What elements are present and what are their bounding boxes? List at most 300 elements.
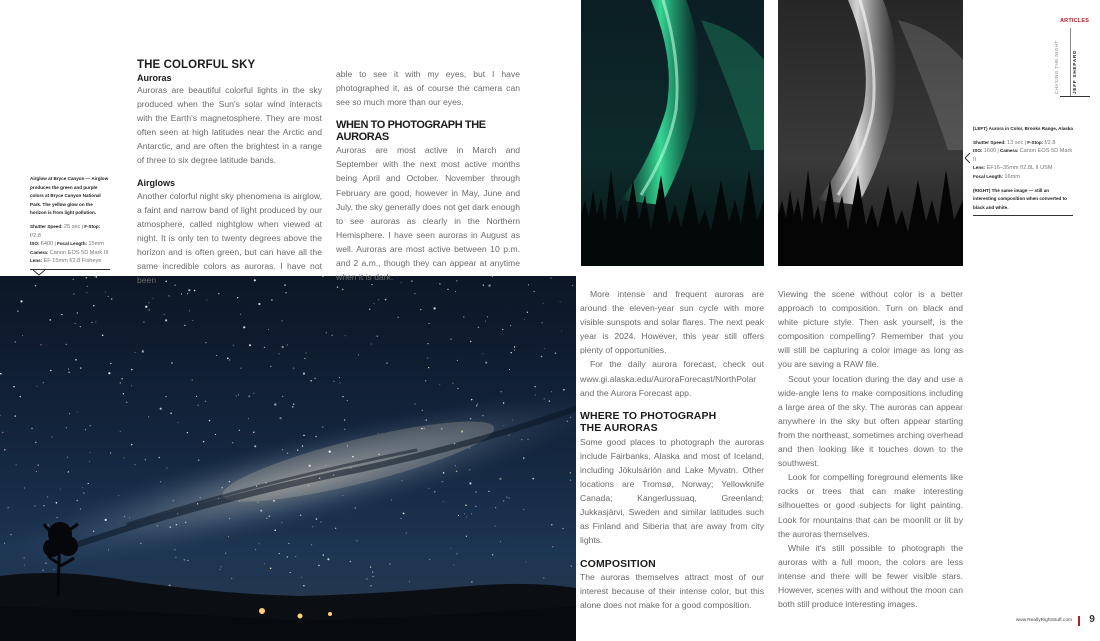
star [22, 335, 23, 336]
star [333, 474, 335, 476]
star [159, 457, 160, 458]
star [31, 428, 32, 429]
star [329, 451, 331, 453]
full-moon-paragraph: While it's still possible to photograph the auroras with a full moon, the colors are less intense and there will be fewer visible stars. However, scenes with and without the moon can both still produce interesting images. [778, 542, 963, 610]
star [239, 501, 240, 502]
star [570, 472, 571, 473]
star [40, 344, 41, 345]
star [303, 435, 305, 437]
star [77, 411, 78, 412]
star [126, 402, 128, 404]
star [89, 461, 90, 462]
star [239, 430, 240, 431]
star [270, 366, 271, 367]
star [265, 482, 267, 484]
star [544, 398, 545, 399]
star [483, 284, 484, 285]
star [344, 419, 346, 421]
star [160, 481, 161, 482]
star [218, 498, 219, 499]
star [269, 516, 270, 517]
section-divider [1070, 28, 1071, 96]
star [120, 382, 121, 383]
star [67, 457, 68, 458]
star [466, 516, 467, 517]
star [48, 524, 49, 525]
star [434, 307, 436, 309]
star [73, 279, 74, 280]
scout-paragraph: Scout your location during the day and use a wide-angle lens to make compositions including a large area of the sky. The auroras can appear anywhere in the sky but often appear starting from the northeast, sometimes arching overhead and then looking like it touches down to the southwest. [778, 373, 963, 469]
star [56, 502, 58, 504]
tab-rule [1060, 96, 1090, 97]
star [105, 292, 106, 293]
star [427, 343, 428, 344]
star [347, 445, 348, 446]
star [152, 298, 153, 299]
star [457, 388, 458, 389]
star [96, 276, 98, 278]
star [237, 297, 238, 298]
star [91, 322, 92, 323]
star [439, 384, 440, 385]
star [14, 415, 15, 416]
star [73, 293, 74, 294]
star [198, 459, 199, 460]
star [254, 445, 256, 447]
star [523, 457, 524, 458]
star [427, 357, 428, 358]
star [131, 369, 133, 371]
star [482, 353, 483, 354]
star [532, 478, 534, 480]
star [228, 536, 229, 537]
star [373, 576, 374, 577]
star [292, 406, 293, 407]
star [471, 513, 472, 514]
star [281, 522, 282, 523]
star [322, 276, 323, 277]
star [75, 359, 77, 361]
title-colorful-sky: THE COLORFUL SKY [137, 59, 256, 71]
column-2 [336, 67, 520, 284]
star [471, 399, 472, 400]
star [495, 507, 496, 508]
star [135, 352, 136, 353]
star [205, 342, 206, 343]
star [527, 312, 528, 313]
star [216, 355, 217, 356]
heading-when-to-photograph: WHEN TO PHOTOGRAPH THE AURORAS [336, 119, 486, 144]
star [184, 325, 185, 326]
star [80, 509, 81, 510]
star [326, 332, 327, 333]
star [271, 299, 272, 300]
page-number: 9 [1089, 614, 1095, 625]
star [258, 303, 260, 305]
star [303, 373, 305, 375]
caption-pointer-down-icon [33, 270, 45, 276]
spec-label: F-Stop: [84, 223, 101, 229]
star [287, 556, 288, 557]
spec-label: Lens: [973, 165, 986, 171]
star [503, 500, 505, 502]
spec-label: ISO: [973, 148, 983, 154]
star [287, 344, 288, 345]
star [229, 518, 230, 519]
star [543, 577, 544, 578]
star [485, 362, 487, 364]
aurora-caption [973, 125, 1073, 216]
star [108, 372, 110, 374]
star [165, 396, 166, 397]
star [110, 452, 111, 453]
star [282, 449, 283, 450]
caption-bottom-rule [973, 215, 1073, 216]
star [295, 556, 296, 557]
star [273, 500, 275, 502]
column-1 [137, 59, 322, 287]
star [370, 585, 371, 586]
spec-value: EF16–35mm f/2.8L II USM [986, 165, 1053, 172]
star [455, 291, 456, 292]
star [157, 525, 158, 526]
star [369, 309, 370, 310]
star [414, 293, 415, 294]
star [455, 465, 456, 466]
star [311, 544, 312, 545]
star [453, 564, 454, 565]
spec-label: Shutter Speed: [30, 223, 63, 229]
star [389, 563, 390, 564]
star [110, 363, 111, 364]
star [75, 323, 76, 324]
star [187, 293, 188, 294]
star [220, 569, 221, 570]
star [184, 559, 185, 560]
star [240, 367, 241, 368]
aurora-caption-left-title: (LEFT) Aurora in Color, Brooks Range, Alaska [973, 126, 1073, 131]
heading-auroras: Auroras [137, 73, 172, 83]
star [50, 370, 51, 371]
airglow-caption-specs: Shutter Speed: 25 sec | F-Stop: f/2.8 ISO: 6400 | Focal Length: 15mm Camera: Canon EOS 5D Mark III Lens: EF 15mm f/2.8 Fisheye [30, 223, 109, 265]
airglow-caption-title: Airglow at Bryce Canyon — Airglow produces the green and purple colors at Bryce Canyon National Park. The yellow glow on the horizon is from light pollution. [30, 176, 109, 216]
star [555, 352, 557, 354]
star [487, 316, 488, 317]
star [306, 352, 307, 353]
star [333, 381, 334, 382]
star [256, 486, 257, 487]
composition-paragraph: The auroras themselves attract most of our interest because of their intense color, but this alone does not make for a good composition. [580, 571, 764, 610]
star [511, 352, 512, 353]
star [541, 356, 542, 357]
star [24, 557, 25, 558]
star [124, 516, 125, 517]
star [344, 429, 345, 430]
star [309, 465, 311, 467]
star [350, 467, 351, 468]
heading-where-to-photograph: WHERE TO PHOTOGRAPH THE AURORAS [580, 409, 717, 435]
star [198, 405, 199, 406]
star [409, 581, 410, 582]
star [318, 565, 320, 567]
section-tab [1054, 18, 1100, 98]
star [355, 507, 356, 508]
star [452, 383, 453, 384]
star [192, 320, 193, 321]
star [229, 360, 230, 361]
star [322, 427, 323, 428]
star [281, 320, 282, 321]
star [464, 513, 465, 514]
star [378, 433, 379, 434]
star [17, 310, 19, 312]
spec-value: f/2.8 [30, 232, 41, 239]
star [422, 410, 423, 411]
star [142, 350, 143, 351]
star [165, 319, 167, 321]
star [563, 389, 565, 391]
star [36, 471, 37, 472]
star [173, 500, 174, 501]
star [549, 400, 550, 401]
star [475, 491, 476, 492]
aurora-color-photo [581, 0, 764, 266]
star [121, 378, 123, 380]
star [229, 481, 230, 482]
star [248, 418, 249, 419]
star [285, 292, 286, 293]
star [401, 518, 402, 519]
star [319, 477, 320, 478]
star [118, 495, 119, 496]
column-4 [778, 287, 963, 611]
forecast-paragraph: For the daily aurora forecast, check out www.gi.alaska.edu/AuroraForecast/NorthPolar and the Aurora Forecast app. [580, 359, 764, 398]
star [461, 430, 463, 432]
star [510, 325, 511, 326]
star [108, 549, 109, 550]
airglow-caption [30, 175, 110, 276]
star [288, 543, 289, 544]
star [495, 526, 496, 527]
star [429, 559, 430, 560]
star [570, 417, 571, 418]
star [76, 500, 78, 502]
star [314, 378, 315, 379]
star [80, 367, 81, 368]
star [443, 472, 445, 474]
star [310, 380, 312, 382]
star [543, 303, 544, 304]
star [249, 344, 251, 346]
sun-cycle-paragraph: More intense and frequent auroras are around the eleven-year sun cycle with more visible sunspots and solar flares. The next peak year is 2024. However, this year still offers plenty of opportunities. [580, 289, 764, 356]
star [102, 335, 104, 337]
star [340, 383, 341, 384]
star [551, 391, 552, 392]
star [66, 344, 67, 345]
star [218, 293, 219, 294]
star [350, 561, 351, 562]
star [391, 499, 392, 500]
star [458, 515, 459, 516]
star [509, 435, 510, 436]
star [129, 517, 130, 518]
star [443, 501, 444, 502]
star [164, 314, 165, 315]
star [77, 312, 78, 313]
star [227, 358, 229, 360]
star [68, 471, 70, 473]
star [134, 464, 135, 465]
star [342, 396, 343, 397]
star [293, 367, 294, 368]
star [401, 480, 402, 481]
star [524, 319, 525, 320]
star [131, 385, 132, 386]
star [279, 553, 280, 554]
spec-value: 15mm [88, 241, 104, 248]
star [270, 568, 272, 570]
star [207, 299, 208, 300]
star [220, 566, 221, 567]
star [160, 408, 162, 410]
footer-website[interactable]: www.ReallyRightStuff.com [1015, 618, 1072, 623]
star [90, 425, 91, 426]
star [268, 329, 269, 330]
star [508, 497, 509, 498]
star [36, 386, 37, 387]
star [233, 345, 234, 346]
star [236, 395, 237, 396]
star [215, 434, 216, 435]
star [168, 295, 169, 296]
star [347, 400, 348, 401]
star [248, 395, 250, 397]
star [482, 415, 483, 416]
star [145, 459, 146, 460]
star [120, 431, 121, 432]
star [171, 362, 173, 364]
star [457, 360, 458, 361]
star [187, 432, 188, 433]
spec-value: f/2.8 [1044, 139, 1056, 146]
star [442, 481, 443, 482]
star [345, 335, 346, 336]
star [456, 471, 458, 473]
spec-label: ISO: [30, 241, 40, 247]
star [148, 416, 149, 417]
star [16, 464, 17, 465]
star [372, 572, 373, 573]
colorful-sky-continuation: able to see it with my eyes, but I have photographed it, as of course the camera can see so much more than our eyes. [336, 69, 520, 108]
star [470, 341, 471, 342]
star [203, 441, 204, 442]
star [83, 492, 84, 493]
heading-composition: COMPOSITION [580, 557, 656, 570]
star [231, 578, 232, 579]
star [342, 289, 344, 291]
star [420, 309, 421, 310]
star [514, 346, 515, 347]
star [24, 487, 25, 488]
star [52, 437, 53, 438]
star [343, 495, 344, 496]
star [297, 450, 298, 451]
star [240, 314, 241, 315]
star [423, 428, 425, 430]
star [512, 420, 513, 421]
spec-label: Shutter Speed: [973, 139, 1006, 145]
star [414, 403, 415, 404]
star [187, 560, 188, 561]
star [323, 554, 325, 556]
star [43, 570, 44, 571]
star [95, 321, 96, 322]
star [253, 432, 255, 434]
star [378, 299, 379, 300]
star [500, 391, 501, 392]
star [421, 428, 422, 429]
star [325, 465, 326, 466]
star [196, 396, 197, 397]
star [61, 314, 62, 315]
star [86, 292, 87, 293]
star [339, 377, 340, 378]
star [370, 566, 371, 567]
star [255, 549, 256, 550]
star [148, 302, 149, 303]
star [49, 319, 51, 321]
airglows-paragraph: Another colorful night sky phenomena is airglow, a faint and narrow band of light produced by our atmosphere, called nightglow when viewed at night. It is only ten to twenty degrees above the horizon and is often green, but can have all the same incredible colors as auroras. I have not been [137, 190, 322, 286]
star [282, 346, 284, 348]
star [47, 496, 48, 497]
star [535, 395, 536, 396]
star [82, 487, 83, 488]
star [20, 396, 21, 397]
caption-pointer-left-icon [965, 153, 971, 163]
spec-label: Camera: [999, 148, 1019, 154]
star [53, 569, 54, 570]
star [509, 369, 510, 370]
star [441, 428, 442, 429]
star [476, 405, 477, 406]
star [274, 529, 276, 531]
heading-airglows: Airglows [137, 177, 176, 188]
star [175, 557, 176, 558]
star [85, 429, 86, 430]
star [469, 482, 471, 484]
star [280, 417, 282, 419]
star [145, 306, 147, 308]
star [550, 278, 551, 279]
star [552, 546, 553, 547]
star [86, 277, 87, 278]
star [38, 465, 39, 466]
aurora-bw-photo [778, 0, 963, 266]
star [287, 452, 288, 453]
star [528, 284, 529, 285]
star [451, 548, 452, 549]
star [24, 565, 25, 566]
star [90, 452, 91, 453]
auroras-paragraph: Auroras are beautiful colorful lights in the sky produced when the Sun's solar wind interacts with the Earth's magnetosphere. They are most often seen at high latitudes near the Arctic and Antarctic, and are often the brightest in a range of three to six degree latitude bands. [137, 85, 322, 166]
star [398, 317, 399, 318]
star [320, 521, 321, 522]
star [303, 585, 304, 586]
star [560, 301, 561, 302]
star [197, 503, 198, 504]
star [385, 299, 387, 301]
star [503, 402, 504, 403]
